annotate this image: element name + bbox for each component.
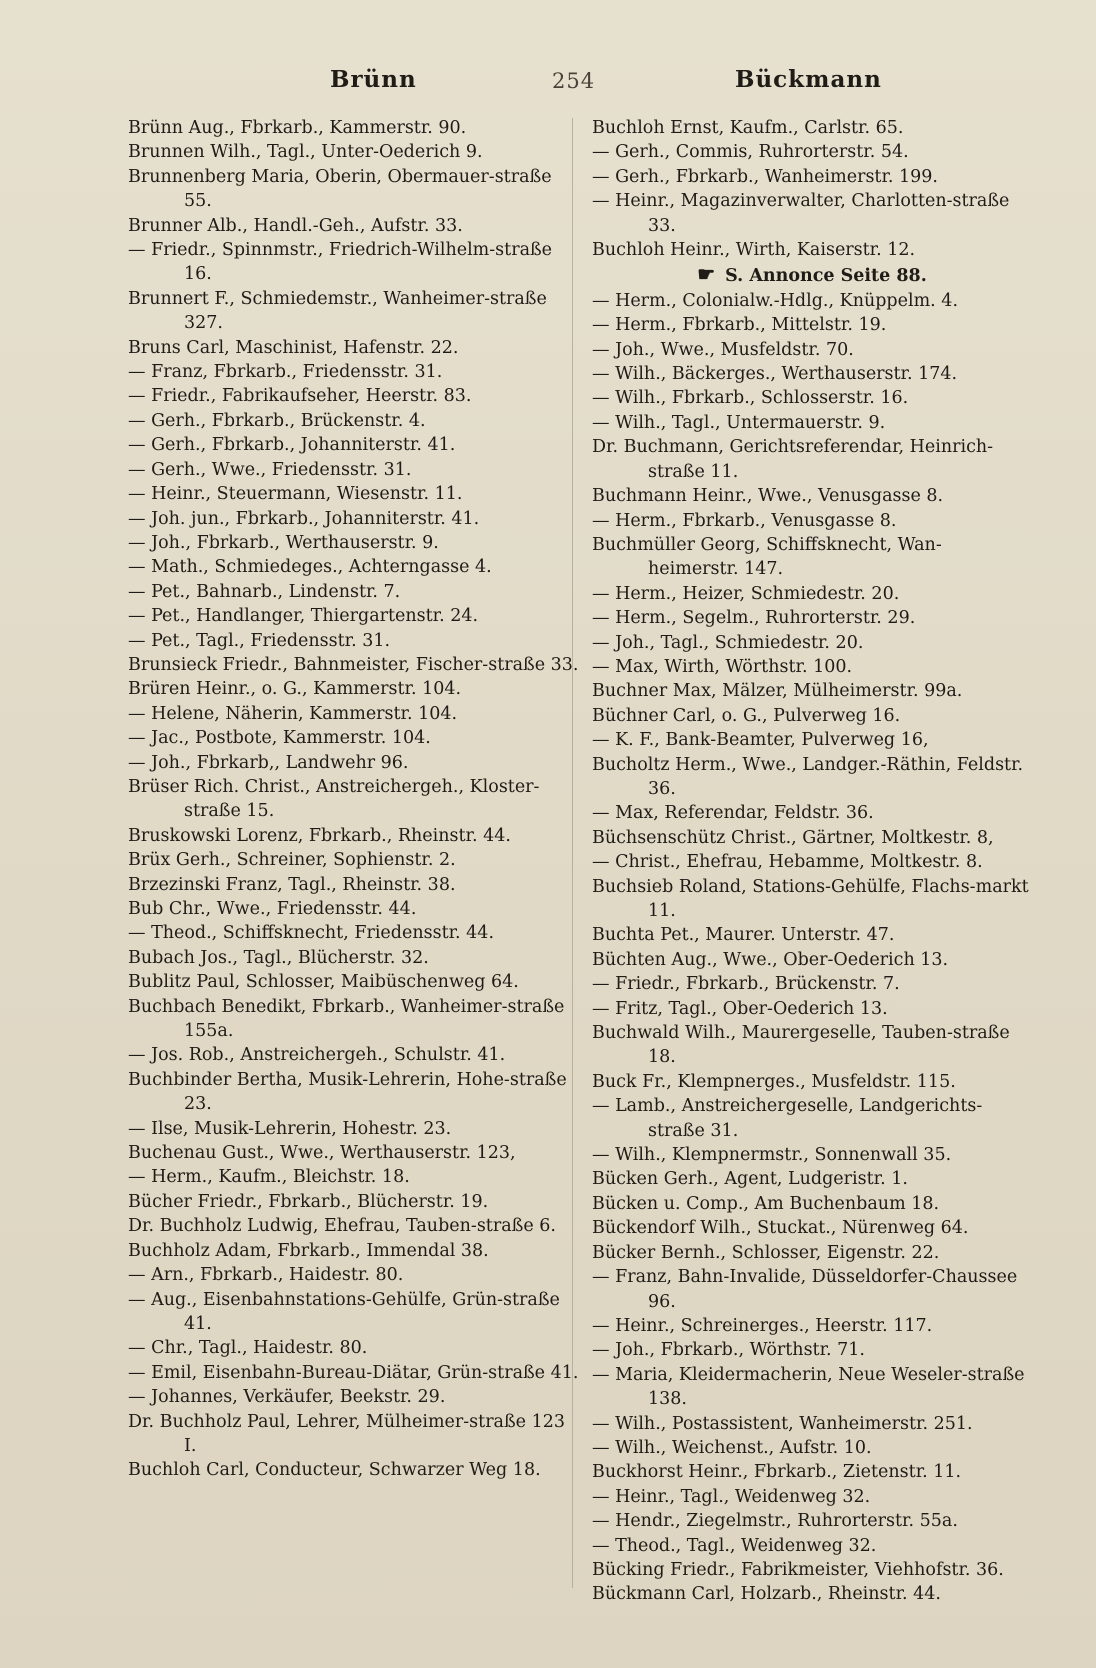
- directory-entry: — Ilse, Musik-Lehrerin, Hohestr. 23.: [128, 1118, 452, 1139]
- directory-entry: Brüser Rich. Christ., Anstreichergeh., Kloster-straße 15.: [128, 776, 540, 822]
- annonce-note: [592, 262, 1032, 288]
- directory-entry: Bückmann Carl, Holzarb., Rheinstr. 44.: [592, 1584, 941, 1605]
- directory-entry: — Herm., Fbrkarb., Venusgasse 8.: [592, 510, 897, 531]
- directory-entry: — Theod., Tagl., Weidenweg 32.: [592, 1535, 877, 1556]
- left-column: [128, 116, 580, 1483]
- directory-entry: Buchenau Gust., Wwe., Werthauserstr. 123,: [128, 1143, 516, 1164]
- directory-entry: Buchner Max, Mälzer, Mülheimerstr. 99a.: [592, 681, 963, 702]
- directory-entry: Buchbach Benedikt, Fbrkarb., Wanheimer-straße 155a.: [128, 996, 565, 1042]
- directory-entry: — Aug., Eisenbahnstations-Gehülfe, Grün-straße 41.: [128, 1289, 560, 1334]
- directory-entry: — Jac., Postbote, Kammerstr. 104.: [128, 728, 431, 749]
- directory-entry: — Pet., Handlanger, Thiergartenstr. 24.: [128, 606, 479, 627]
- directory-entry: — Gerh., Commis, Ruhrorterstr. 54.: [592, 142, 909, 163]
- directory-entry: Büchner Carl, o. G., Pulverweg 16.: [592, 705, 901, 726]
- directory-entry: Brunner Alb., Handl.-Geh., Aufstr. 33.: [128, 215, 463, 236]
- page-number: 254: [552, 69, 596, 93]
- directory-entry: Buchloh Ernst, Kaufm., Carlstr. 65.: [592, 118, 904, 138]
- directory-entry: — Franz, Fbrkarb., Friedensstr. 31.: [128, 362, 443, 383]
- directory-entry: — Heinr., Steuermann, Wiesenstr. 11.: [128, 484, 463, 505]
- directory-entry: Buchmüller Georg, Schiffsknecht, Wan-heimerstr. 147.: [592, 534, 942, 580]
- directory-entry: Buchloh Heinr., Wirth, Kaiserstr. 12.: [592, 240, 916, 261]
- directory-entry: Buchta Pet., Maurer. Unterstr. 47.: [592, 925, 895, 946]
- directory-entry: Buchbinder Bertha, Musik-Lehrerin, Hohe-straße 23.: [128, 1069, 567, 1115]
- directory-entry: — Joh., Fbrkarb., Wörthstr. 71.: [592, 1340, 865, 1361]
- directory-entry: Büchsenschütz Christ., Gärtner, Moltkestr. 8,: [592, 827, 994, 848]
- directory-entry: — Herm., Colonialw.-Hdlg., Knüppelm. 4.: [592, 290, 959, 311]
- directory-entry: — Wilh., Weichenst., Aufstr. 10.: [592, 1437, 872, 1458]
- directory-entry: — Helene, Näherin, Kammerstr. 104.: [128, 703, 458, 724]
- directory-entry: — Wilh., Tagl., Untermauerstr. 9.: [592, 412, 886, 433]
- directory-entry: Bücking Friedr., Fabrikmeister, Viehhofstr. 36.: [592, 1559, 1004, 1580]
- directory-entry: — Christ., Ehefrau, Hebamme, Moltkestr. 8.: [592, 852, 983, 873]
- directory-entry: — Gerh., Fbrkarb., Johanniterstr. 41.: [128, 435, 456, 456]
- running-head-right: Bückmann: [735, 66, 882, 93]
- directory-entry: — Arn., Fbrkarb., Haidestr. 80.: [128, 1265, 404, 1286]
- directory-entry: Bucholtz Herm., Wwe., Landger.-Räthin, Feldstr. 36.: [592, 754, 1024, 799]
- directory-entry: Buchloh Carl, Conducteur, Schwarzer Weg 18.: [128, 1460, 541, 1481]
- directory-entry: Brunnenberg Maria, Oberin, Obermauer-straße 55.: [128, 166, 552, 212]
- directory-entry: Dr. Buchholz Ludwig, Ehefrau, Tauben-straße 6.: [128, 1216, 556, 1237]
- directory-entry: Dr. Buchholz Paul, Lehrer, Mülheimer-straße 123 I.: [128, 1411, 566, 1456]
- directory-entry: — Wilh., Bäckerges., Werthauserstr. 174.: [592, 364, 958, 385]
- directory-entry: — Herm., Kaufm., Bleichstr. 18.: [128, 1167, 410, 1188]
- annonce-text: S. Annonce Seite 88.: [725, 266, 927, 287]
- directory-entry: — Friedr., Spinnmstr., Friedrich-Wilhelm-straße 16.: [128, 240, 553, 285]
- directory-entry: — Heinr., Magazinverwalter, Charlotten-straße 33.: [592, 191, 1010, 236]
- directory-entry: Bücher Friedr., Fbrkarb., Blücherstr. 19.: [128, 1191, 489, 1212]
- directory-entry: Bückendorf Wilh., Stuckat., Nürenweg 64.: [592, 1218, 969, 1239]
- directory-entry: Bücker Bernh., Schlosser, Eigenstr. 22.: [592, 1242, 940, 1263]
- directory-entry: — Gerh., Wwe., Friedensstr. 31.: [128, 459, 412, 480]
- directory-entry: — Heinr., Tagl., Weidenweg 32.: [592, 1486, 871, 1507]
- directory-entry: Dr. Buchmann, Gerichtsreferendar, Heinrich-straße 11.: [592, 437, 994, 482]
- directory-entry: Brunnen Wilh., Tagl., Unter-Oederich 9.: [128, 142, 483, 163]
- directory-entry: — Emil, Eisenbahn-Bureau-Diätar, Grün-straße 41.: [128, 1362, 579, 1383]
- directory-entry: Buchholz Adam, Fbrkarb., Immendal 38.: [128, 1240, 489, 1261]
- directory-entry: — Theod., Schiffsknecht, Friedensstr. 44.: [128, 923, 495, 944]
- directory-entry: Brunnert F., Schmiedemstr., Wanheimer-straße 327.: [128, 288, 547, 334]
- directory-entry: — Herm., Fbrkarb., Mittelstr. 19.: [592, 315, 887, 336]
- directory-entry: — Joh., Wwe., Musfeldstr. 70.: [592, 339, 854, 360]
- directory-entry: Buchsieb Roland, Stations-Gehülfe, Flachs-markt 11.: [592, 876, 1029, 921]
- directory-entry: — Fritz, Tagl., Ober-Oederich 13.: [592, 998, 888, 1019]
- directory-entry: — Maria, Kleidermacherin, Neue Weseler-straße 138.: [592, 1364, 1025, 1410]
- directory-entry: Buchwald Wilh., Maurergeselle, Tauben-straße 18.: [592, 1023, 1010, 1068]
- directory-entry: Bubach Jos., Tagl., Blücherstr. 32.: [128, 947, 429, 968]
- directory-entry: Brzezinski Franz, Tagl., Rheinstr. 38.: [128, 874, 456, 895]
- directory-entry: — Pet., Tagl., Friedensstr. 31.: [128, 630, 391, 651]
- directory-entry: Brunsieck Friedr., Bahnmeister, Fischer-straße 33.: [128, 654, 579, 675]
- directory-entry: — Pet., Bahnarb., Lindenstr. 7.: [128, 581, 401, 602]
- directory-entry: Bücken u. Comp., Am Buchenbaum 18.: [592, 1193, 940, 1214]
- directory-entry: Bruskowski Lorenz, Fbrkarb., Rheinstr. 44.: [128, 825, 511, 846]
- directory-entry: — Max, Referendar, Feldstr. 36.: [592, 803, 874, 824]
- directory-entry: Bub Chr., Wwe., Friedensstr. 44.: [128, 899, 417, 919]
- directory-entry: — Gerh., Fbrkarb., Brückenstr. 4.: [128, 410, 426, 431]
- directory-entry: — Jos. Rob., Anstreichergeh., Schulstr. 41.: [128, 1045, 506, 1066]
- directory-entry: — Gerh., Fbrkarb., Wanheimerstr. 199.: [592, 166, 938, 187]
- directory-entry: — Friedr., Fabrikaufseher, Heerstr. 83.: [128, 386, 472, 407]
- right-column: [592, 116, 1032, 1607]
- directory-entry: — Franz, Bahn-Invalide, Düsseldorfer-Chaussee 96.: [592, 1267, 1018, 1312]
- directory-entry: Buck Fr., Klempnerges., Musfeldstr. 115.: [592, 1071, 956, 1092]
- directory-entry: — Chr., Tagl., Haidestr. 80.: [128, 1338, 368, 1359]
- directory-entry: — Math., Schmiedeges., Achterngasse 4.: [128, 557, 492, 578]
- directory-entry: — Lamb., Anstreichergeselle, Landgerichts-straße 31.: [592, 1096, 983, 1141]
- pointing-hand-icon: ☛: [697, 262, 716, 287]
- directory-entry: Bücken Gerh., Agent, Ludgeristr. 1.: [592, 1169, 908, 1190]
- directory-entry: — Wilh., Klempnermstr., Sonnenwall 35.: [592, 1145, 952, 1166]
- directory-entry: Brüx Gerh., Schreiner, Sophienstr. 2.: [128, 850, 456, 871]
- directory-entry: — Friedr., Fbrkarb., Brückenstr. 7.: [592, 974, 900, 995]
- directory-entry: — Hendr., Ziegelmstr., Ruhrorterstr. 55a.: [592, 1511, 958, 1532]
- directory-entry: Buckhorst Heinr., Fbrkarb., Zietenstr. 11.: [592, 1462, 962, 1483]
- directory-entry: Brünn Aug., Fbrkarb., Kammerstr. 90.: [128, 118, 467, 138]
- directory-entry: — K. F., Bank-Beamter, Pulverweg 16,: [592, 730, 929, 751]
- directory-entry: — Joh., Fbrkarb., Werthauserstr. 9.: [128, 532, 439, 553]
- directory-entry: Brüren Heinr., o. G., Kammerstr. 104.: [128, 679, 462, 700]
- directory-entry: Bruns Carl, Maschinist, Hafenstr. 22.: [128, 337, 459, 358]
- directory-entry: — Herm., Heizer, Schmiedestr. 20.: [592, 583, 900, 604]
- directory-entry: Bublitz Paul, Schlosser, Maibüschenweg 64.: [128, 972, 519, 993]
- directory-entry: — Wilh., Postassistent, Wanheimerstr. 251.: [592, 1413, 973, 1434]
- directory-entry: — Max, Wirth, Wörthstr. 100.: [592, 656, 853, 677]
- directory-entry: — Joh., Tagl., Schmiedestr. 20.: [592, 632, 864, 653]
- directory-entry: — Wilh., Fbrkarb., Schlosserstr. 16.: [592, 388, 909, 409]
- directory-entry: — Johannes, Verkäufer, Beekstr. 29.: [128, 1387, 446, 1408]
- directory-entry: Büchten Aug., Wwe., Ober-Oederich 13.: [592, 949, 949, 970]
- running-head-left: Brünn: [330, 66, 417, 93]
- directory-entry: — Joh. jun., Fbrkarb., Johanniterstr. 41.: [128, 508, 480, 529]
- directory-entry: — Joh., Fbrkarb,, Landwehr 96.: [128, 752, 409, 773]
- directory-entry: — Heinr., Schreinerges., Heerstr. 117.: [592, 1315, 933, 1336]
- directory-entry: Buchmann Heinr., Wwe., Venusgasse 8.: [592, 486, 944, 507]
- directory-entry: — Herm., Segelm., Ruhrorterstr. 29.: [592, 608, 916, 629]
